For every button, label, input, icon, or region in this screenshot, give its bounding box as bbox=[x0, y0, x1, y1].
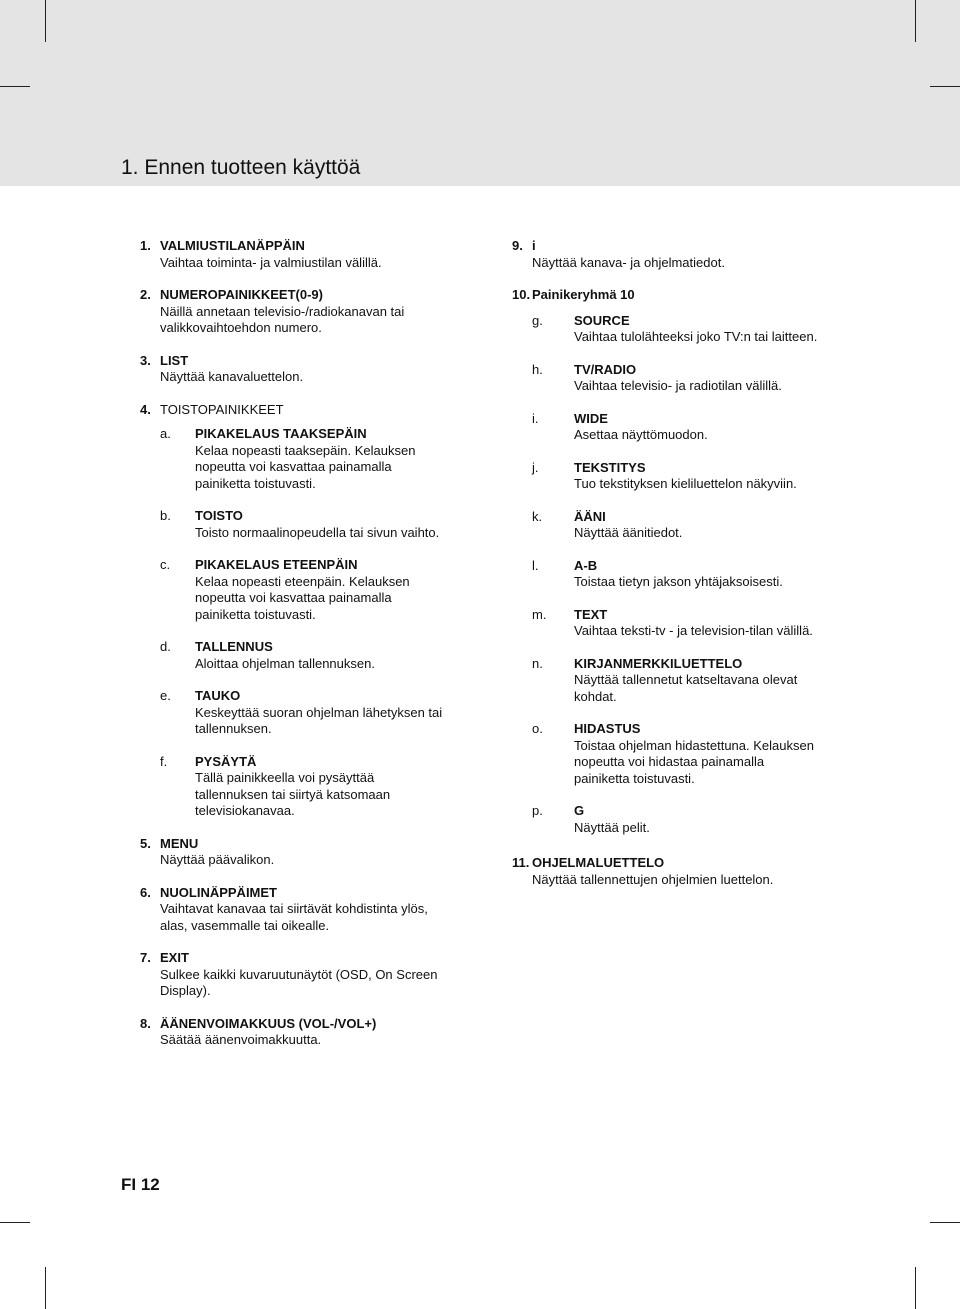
crop-mark bbox=[915, 0, 916, 42]
item-number: 1. bbox=[140, 238, 151, 253]
item-number: 7. bbox=[140, 950, 151, 965]
sub-item-heading: G bbox=[574, 803, 585, 818]
sub-item-letter: d. bbox=[160, 639, 171, 654]
list-item bbox=[140, 287, 480, 337]
item-description: Näillä annetaan televisio-/radiokanavan tai valikkovaihtoehdon numero. bbox=[160, 303, 405, 335]
sub-item-letter: b. bbox=[160, 508, 171, 523]
sub-item-description: Tällä painikkeella voi pysäyttää tallennuksen tai siirtyä katsomaan televisiokanavaa. bbox=[195, 770, 391, 818]
item-number: 11. bbox=[512, 855, 530, 870]
item-description: Sulkee kaikki kuvaruutunäytöt (OSD, On Screen Display). bbox=[160, 966, 438, 998]
sub-item-heading: KIRJANMERKKILUETTELO bbox=[574, 655, 743, 671]
sub-item-description: Näyttää äänitiedot. bbox=[574, 525, 683, 540]
item-number: 10. bbox=[512, 287, 531, 302]
list-item bbox=[140, 950, 480, 1000]
item-heading: NUOLINÄPPÄIMET bbox=[160, 884, 277, 900]
crop-mark bbox=[0, 86, 30, 87]
item-number: 2. bbox=[140, 287, 151, 302]
sub-item-description: Näyttää pelit. bbox=[574, 819, 650, 835]
item-number: 9. bbox=[512, 238, 523, 253]
sub-item bbox=[512, 411, 852, 444]
item-heading: LIST bbox=[160, 352, 189, 368]
sub-item-heading: TEKSTITYS bbox=[574, 459, 646, 475]
right-column bbox=[512, 238, 852, 888]
item-description: Vaihtaa toiminta- ja valmiustilan välillä. bbox=[160, 254, 382, 270]
sub-item-letter: f. bbox=[160, 753, 168, 769]
sub-item-letter: p. bbox=[532, 803, 543, 818]
list-item bbox=[512, 238, 852, 271]
sub-item-heading: TALLENNUS bbox=[195, 639, 273, 654]
sub-item-heading: SOURCE bbox=[574, 312, 630, 328]
sub-item-letter: h. bbox=[532, 361, 543, 377]
item-description: Näyttää päävalikon. bbox=[160, 852, 275, 867]
sub-item bbox=[160, 557, 480, 623]
sub-item-heading: TOISTO bbox=[195, 508, 243, 523]
sub-item-heading: A-B bbox=[574, 557, 598, 573]
item-heading: EXIT bbox=[160, 950, 189, 965]
page-title: 1. Ennen tuotteen käyttöä bbox=[121, 156, 361, 179]
sub-item-letter: n. bbox=[532, 655, 543, 671]
list-item bbox=[140, 885, 480, 935]
sub-item bbox=[512, 656, 852, 706]
item-description: Näyttää kanavaluettelon. bbox=[160, 369, 304, 384]
list-item bbox=[512, 287, 852, 304]
sub-item bbox=[512, 607, 852, 640]
item-number: 6. bbox=[140, 884, 151, 900]
sub-item-heading: TEXT bbox=[574, 606, 608, 622]
item-number: 5. bbox=[140, 835, 151, 851]
sub-item-letter: i. bbox=[532, 410, 539, 426]
item-heading: MENU bbox=[160, 835, 199, 851]
sub-item-description: Vaihtaa teksti-tv - ja television-tilan välillä. bbox=[574, 623, 813, 638]
list-item bbox=[140, 353, 480, 386]
crop-mark bbox=[45, 0, 46, 42]
sub-item-description: Toistaa tietyn jakson yhtäjaksoisesti. bbox=[574, 574, 783, 589]
item-heading: VALMIUSTILANÄPPÄIN bbox=[160, 238, 305, 253]
sub-item-heading: PIKAKELAUS TAAKSEPÄIN bbox=[195, 426, 367, 441]
sub-item-letter: a. bbox=[160, 426, 171, 441]
sub-item-heading: PYSÄYTÄ bbox=[195, 753, 257, 769]
crop-mark bbox=[45, 1267, 46, 1309]
sub-item bbox=[160, 639, 480, 672]
list-item bbox=[140, 238, 480, 271]
sub-item bbox=[512, 362, 852, 395]
item-heading: OHJELMALUETTELO bbox=[532, 855, 665, 870]
item-heading: Painikeryhmä 10 bbox=[532, 287, 635, 302]
list-item bbox=[140, 402, 480, 419]
list-item bbox=[512, 855, 852, 888]
sub-item bbox=[512, 313, 852, 346]
item-number: 3. bbox=[140, 352, 151, 368]
sub-item-letter: l. bbox=[532, 557, 539, 573]
list-item bbox=[140, 1016, 480, 1049]
sub-item-letter: o. bbox=[532, 721, 543, 736]
sub-item-description: Näyttää tallennetut katseltavana olevat kohdat. bbox=[574, 672, 798, 704]
sub-item-description: Kelaa nopeasti taaksepäin. Kelauksen nopeutta voi kasvattaa painamalla painiketta toistuvasti. bbox=[195, 442, 416, 491]
sub-item-letter: c. bbox=[160, 557, 171, 572]
sub-item-letter: k. bbox=[532, 508, 543, 524]
sub-item-heading: WIDE bbox=[574, 410, 608, 426]
sub-item-description: Toisto normaalinopeudella tai sivun vaihto. bbox=[195, 524, 440, 540]
sub-item-letter: g. bbox=[532, 312, 543, 328]
item-number: 4. bbox=[140, 401, 151, 417]
item-description: Näyttää kanava- ja ohjelmatiedot. bbox=[532, 254, 725, 270]
item-heading: ÄÄNENVOIMAKKUUS (VOL-/VOL+) bbox=[160, 1015, 377, 1031]
sub-item-letter: m. bbox=[532, 606, 547, 622]
item-description: Säätää äänenvoimakkuutta. bbox=[160, 1032, 322, 1047]
sub-item bbox=[160, 426, 480, 492]
sub-item bbox=[160, 688, 480, 738]
sub-item-description: Tuo tekstityksen kieliluettelon näkyviin. bbox=[574, 476, 797, 491]
crop-mark bbox=[930, 86, 960, 87]
sub-item bbox=[512, 721, 852, 787]
sub-item bbox=[512, 509, 852, 542]
item-description: Näyttää tallennettujen ohjelmien luettelon. bbox=[532, 871, 774, 887]
sub-item-heading: ÄÄNI bbox=[574, 508, 606, 524]
sub-item-description: Keskeyttää suoran ohjelman lähetyksen tai tallennuksen. bbox=[195, 704, 443, 736]
sub-item bbox=[160, 754, 480, 820]
item-heading: i bbox=[532, 238, 536, 253]
sub-item-description: Vaihtaa tulolähteeksi joko TV:n tai laitteen. bbox=[574, 329, 818, 344]
sub-item-description: Asettaa näyttömuodon. bbox=[574, 427, 708, 442]
sub-item-heading: TV/RADIO bbox=[574, 361, 637, 377]
page-number: FI 12 bbox=[121, 1175, 160, 1194]
crop-mark bbox=[930, 1222, 960, 1223]
crop-mark bbox=[915, 1267, 916, 1309]
item-heading: TOISTOPAINIKKEET bbox=[160, 401, 284, 417]
sub-item-description: Kelaa nopeasti eteenpäin. Kelauksen nopeutta voi kasvattaa painamalla painiketta toistuvasti. bbox=[195, 573, 410, 622]
sub-item-description: Toistaa ohjelman hidastettuna. Kelauksen nopeutta voi hidastaa painamalla painiketta toistuvasti. bbox=[574, 737, 814, 786]
sub-item-letter: j. bbox=[532, 459, 539, 475]
sub-item bbox=[512, 803, 852, 836]
left-column bbox=[140, 238, 480, 1049]
sub-item bbox=[512, 460, 852, 493]
list-item bbox=[140, 836, 480, 869]
sub-item-heading: TAUKO bbox=[195, 688, 241, 703]
sub-item-heading: PIKAKELAUS ETEENPÄIN bbox=[195, 557, 358, 572]
item-number: 8. bbox=[140, 1015, 151, 1031]
item-heading: NUMEROPAINIKKEET(0-9) bbox=[160, 287, 323, 302]
sub-item-description: Vaihtaa televisio- ja radiotilan välillä. bbox=[574, 378, 782, 393]
sub-item bbox=[160, 508, 480, 541]
sub-item-heading: HIDASTUS bbox=[574, 721, 641, 736]
item-description: Vaihtavat kanavaa tai siirtävät kohdistinta ylös, alas, vasemmalle tai oikealle. bbox=[160, 901, 428, 933]
sub-item bbox=[512, 558, 852, 591]
sub-item-letter: e. bbox=[160, 688, 171, 703]
sub-item-description: Aloittaa ohjelman tallennuksen. bbox=[195, 655, 375, 671]
crop-mark bbox=[0, 1222, 30, 1223]
